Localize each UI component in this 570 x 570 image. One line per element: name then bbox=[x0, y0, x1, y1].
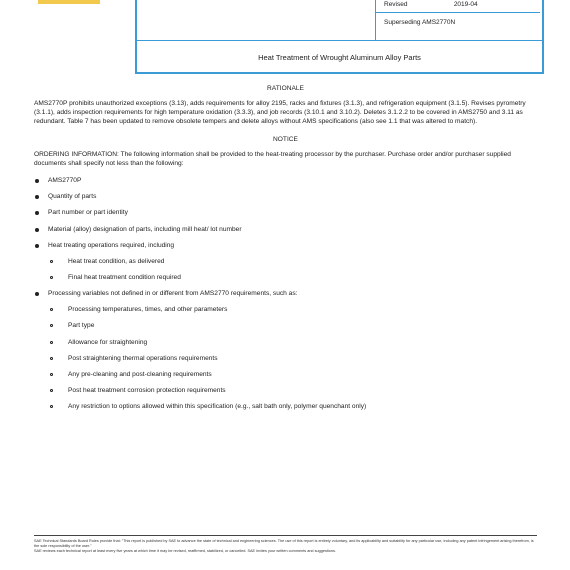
list-item bbox=[34, 241, 537, 282]
footer-review-text: SAE reviews each technical report at least every five years at which time it may be revised, reaffirmed, stabilized, or cancelled. SAE invites your written comments and suggestions. bbox=[34, 549, 336, 553]
sub-list-item: Allowance for straightening bbox=[48, 338, 537, 347]
superseding-label: Superseding AMS2770N bbox=[384, 19, 456, 26]
list-item-label: Material (alloy) designation of parts, including mill heat/ lot number bbox=[48, 225, 242, 233]
footer-rules-text: SAE Technical Standards Board Rules provide that: "This report is published by SAE to advance the state of technical and engineering sciences. The use of this report is entirely voluntary, and its applicability and suitability for any particular use, including any patent infringement arising therefrom, is the sole responsibility of the user." bbox=[34, 539, 534, 548]
sub-list-item: Processing temperatures, times, and other parameters bbox=[48, 305, 537, 314]
list-item bbox=[34, 289, 537, 411]
rationale-text: AMS2770P prohibits unauthorized exceptions (3.13), adds requirements for alloy 2195, racks and fixtures (3.1.3), and refrigeration equipment (3.1.5). Revises pyrometry (3.1.1), adds inspection requirements for high temperature oxidation (3.3.3), and job records (3.10.1 and 3.10.2). Deletes 3.1.2.2 to be covered in AMS2750 and 3.11 as redundant. Table 7 has been updated to remove obsolete tempers and delete alloys without AMS specifications (also see 1.1 that was altered to match). bbox=[34, 100, 526, 125]
revised-row bbox=[376, 0, 540, 13]
revised-label: Revised bbox=[384, 1, 408, 8]
ordering-information-intro: ORDERING INFORMATION: The following information shall be provided to the heat-treating processor by the purchaser. Purchase order and/or purchaser supplied documents shall specify not less than the following: bbox=[34, 151, 511, 167]
notice-heading: NOTICE bbox=[273, 136, 298, 143]
sub-list-item: Post straightening thermal operations requirements bbox=[48, 354, 537, 363]
superseding-row bbox=[376, 16, 540, 30]
sub-list-item: Any pre-cleaning and post-cleaning requirements bbox=[48, 370, 537, 379]
revised-date: 2019-04 bbox=[453, 1, 478, 8]
ordering-list bbox=[34, 176, 537, 411]
document-footer bbox=[34, 535, 537, 554]
list-item-label: Part number or part identity bbox=[48, 209, 128, 217]
sub-list-item: Final heat treatment condition required bbox=[48, 273, 537, 282]
list-item-label: Quantity of parts bbox=[48, 193, 97, 201]
list-item-label: Processing variables not defined in or different from AMS2770 requirements, such as: bbox=[48, 290, 298, 298]
sub-list-item: Heat treat condition, as delivered bbox=[48, 257, 537, 266]
sub-list-item: Part type bbox=[48, 321, 537, 330]
header-blank-cell bbox=[137, 0, 375, 40]
document-header bbox=[135, 0, 544, 74]
rationale-heading: RATIONALE bbox=[267, 85, 304, 92]
revision-info bbox=[375, 0, 544, 40]
sub-list bbox=[48, 257, 537, 282]
document-body bbox=[34, 84, 537, 418]
list-item-label: AMS2770P bbox=[48, 177, 82, 184]
list-item bbox=[34, 176, 537, 185]
sub-list-item: Any restriction to options allowed within this specification (e.g., salt bath only, polymer quenchant only) bbox=[48, 402, 537, 411]
sub-list bbox=[48, 305, 537, 411]
sub-list-item: Post heat treatment corrosion protection requirements bbox=[48, 386, 537, 395]
document-title: Heat Treatment of Wrought Aluminum Alloy Parts bbox=[137, 40, 542, 72]
sae-logo-fragment bbox=[38, 0, 100, 4]
list-item bbox=[34, 208, 537, 217]
list-item bbox=[34, 225, 537, 234]
list-item bbox=[34, 192, 537, 201]
list-item-label: Heat treating operations required, including bbox=[48, 241, 175, 249]
